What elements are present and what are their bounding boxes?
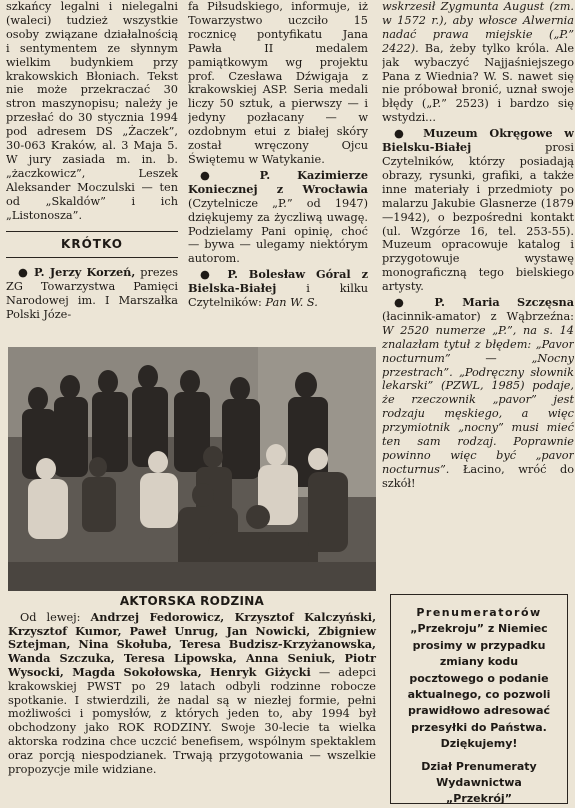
group-photo [8, 347, 376, 591]
notice-name: Muzeum Okręgowe w Bielsku-Białej [382, 126, 574, 155]
notice-szczesna [382, 296, 574, 491]
bullet-icon: ● [394, 295, 418, 310]
box-thanks: Dziękujemy! [440, 737, 518, 751]
column-3 [382, 0, 574, 590]
photo-caption [8, 595, 376, 776]
notice-text: i kilku Czytelników: [188, 282, 368, 310]
column-1 [6, 0, 178, 345]
notice-end: Łacino, wróć do szkół! [382, 462, 574, 490]
notice-text: (łacinnik-amator) z Wąbrzeźna: [382, 309, 574, 323]
subscription-notice-box [390, 594, 568, 804]
box-department: Dział Prenumeraty Wydawnictwa [421, 759, 537, 790]
notice-text: prosi Czytelników, którzy posiadają obrazy, rysunki, grafiki, a także inne materiały i przedmioty po malarzu Jakubie Glasnerze (1879—1942), o bezpośredni kontakt (ul. Wzgórze 16, tel. 253-55). Muzeum opracowuje katalog i przygotowuje wystawę monograficzną tego bielskiego artysty. [382, 141, 574, 294]
article-text [382, 0, 574, 125]
notice-name: P. Kazimierze Koniecznej z Wrocławia [188, 167, 368, 196]
bullet-icon: ● [200, 267, 217, 282]
caption-lead: Od lewej: [20, 610, 81, 624]
bullet-icon: ● [394, 126, 412, 141]
notice-text: prezes ZG Towarzystwa Pamięci Narodowej im. I Marszałka Polski Józe- [6, 266, 178, 322]
caption-rest: — adepci krakowskiej PWST po 29 latach odbyli rodzinne robocze spotkanie. I stwierdzili, że nadal są w niezłej formie, pełni możliwości i pomysłów, z których jeden to, aby 1994 był obchodzony jako ROK RODZINY. Swoje 30-lecie ta wielka aktorska rodzina chce uczcić benefisem, wspólnym spektaklem oraz porcją niespodzianek. Trwają przygotowania — wszelkie propozycje mile widziane. [8, 665, 377, 776]
quote-text: wskrzesił Zygmunta August (zm. w 1572 r.), aby włosce Alwernia nadać prawa miejskie („P.” 2422). [382, 0, 574, 55]
photo-illustration [8, 347, 376, 591]
notice-muzeum [382, 127, 574, 294]
notice-name: P. Jerzy Korzeń, [34, 265, 136, 280]
box-heading: Prenumeratorów [416, 606, 542, 619]
notice-korzen [6, 266, 178, 322]
caption-text [8, 611, 376, 777]
body-text: Ba, żeby tylko króla. Ale jak wybaczyć Najjaśniejszego Pana z Wiednia? W. S. nawet się nie próbował bronić, uznał swoje błędy („P.” 2523) i bardzo się wstydzi... [382, 41, 574, 125]
bullet-icon: ● [18, 265, 30, 280]
notice-goral [188, 268, 368, 310]
notice-konieczna [188, 169, 368, 266]
article-text: szkańcy legalni i nielegalni (waleci) tudzież wszystkie osoby związane działalnością i sentymentem ze słynnym wielkim budynkiem przy krakowskich Błoniach. Tekst nie może przekraczać 30 stron maszynopisu; należy je przesłać do 30 stycznia 1994 pod adresem DS „Żaczek”, 30-063 Kraków, al. 3 Maja 5. W jury zasiada m. in. b. „żaczkowicz”, Leszek Aleksander Moczulski — ten od „Skaldów” i ich „Listonosza”. [6, 0, 178, 222]
box-body: „Przekroju” z Niemiec prosimy w przypadku zmiany kodu pocztowego o podanie aktualnego, co pozwoli prawidłowo adresować przesyłki do Państwa. [407, 622, 551, 734]
article-text: fa Piłsudskiego, informuje, iż Towarzystwo uczciło 15 rocznicę pontyfikatu Jana Pawła II medalem pamiątkowym wg projektu prof. Czesława Dźwigaja z krakowskiej ASP. Seria medali liczy 50 sztuk, a pierwszy — i jedyny pozłacany — w ozdobnym etui z białej skóry został wręczony Ojcu Świętemu w Watykanie. [188, 0, 368, 166]
caption-names: Andrzej Fedorowicz, Krzysztof Kalczyński, Krzysztof Kumor, Paweł Unrug, Jan Nowicki, Zbigniew Sztejman, Nina Skołuba, Teresa Budzisz-Krzyżanowska, Wanda Szczuka, Teresa Lipowska, Anna Seniuk, Piotr Wysocki, Magda Sokołowska, Henryk Giżycki [8, 609, 377, 679]
bullet-icon: ● [200, 167, 233, 182]
notice-quote: W 2520 numerze „P.”, na s. 14 znalazłam tytuł z błędem: „Pavor nocturnum” — „Nocny przestrach”. „Podręczny słownik lekarski” (PZWL, 1985) podaje, że rzeczownik „pavor” jest rodzaju męskiego, a więc przymiotnik „nocny” musi mieć ten sam rodzaj. Poprawnie powinno więc być „pavor nocturnus”. [382, 323, 574, 476]
notice-text: (Czytelnicze „P.” od 1947) dziękujemy za życzliwą uwagę. Podzielamy Pani opinię, choć — bywa — ulegamy niektórym autorom. [188, 196, 368, 266]
column-2 [188, 0, 368, 345]
section-header-krotko: KRÓTKO [6, 231, 178, 259]
notice-name: P. Bolesław Góral z Bielska-Białej [188, 267, 368, 296]
notice-quote: Pan W. S. [265, 296, 318, 310]
caption-title: AKTORSKA RODZINA [119, 594, 265, 608]
notice-name: P. Maria Szczęsna [434, 295, 574, 310]
box-publisher: „Przekrój” [446, 792, 512, 806]
